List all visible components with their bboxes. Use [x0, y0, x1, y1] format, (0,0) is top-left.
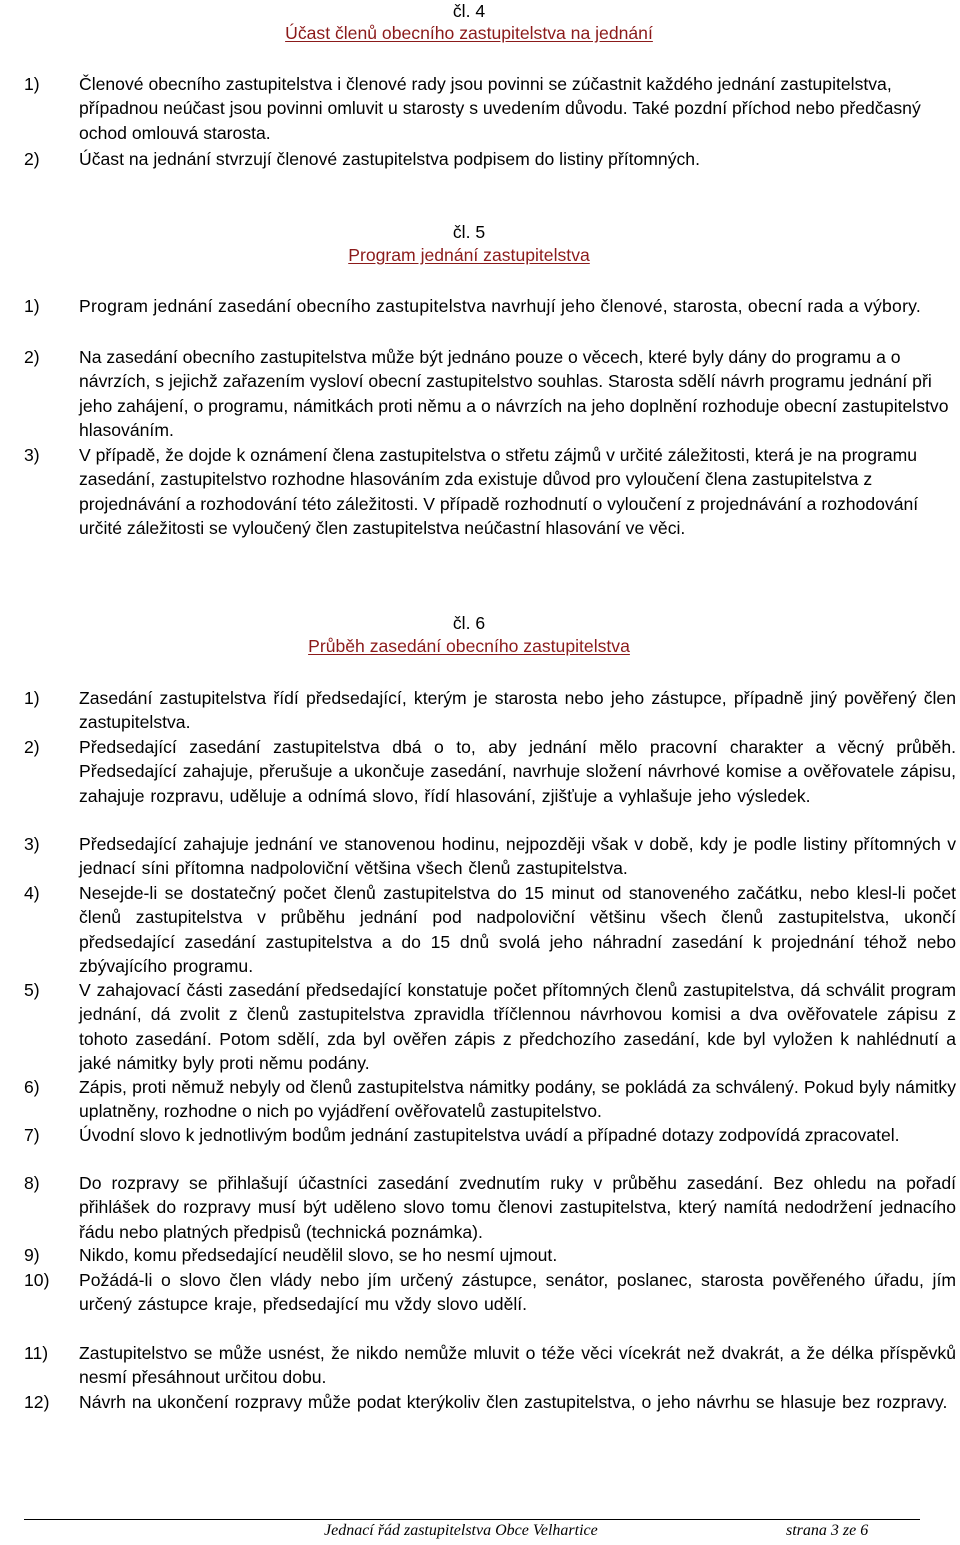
- item-number: 8): [24, 1173, 40, 1193]
- item-text: Nikdo, komu předsedající neudělil slovo, se ho nesmí ujmout.: [79, 1245, 558, 1265]
- item-number: 1): [24, 688, 40, 708]
- item-number: 5): [24, 980, 40, 1000]
- item-number: 11): [24, 1343, 49, 1363]
- article-5-item-1: [24, 294, 956, 318]
- item-number: 1): [24, 74, 40, 94]
- article-5-item-2: [24, 345, 956, 443]
- item-text: Členové obecního zastupitelstva i členové rady jsou povinni se zúčastnit každého jednání zastupitelstva, případnou neúčast jsou povinni omluvit u starosty s uvedením důvodu. Také pozdní příchod nebo předčasný ochod omlouvá starosta.: [79, 74, 921, 143]
- item-number: 1): [24, 296, 40, 316]
- article-5-item-3: [24, 443, 956, 541]
- item-text: Program jednání zasedání obecního zastupitelstva navrhují jeho členové, starosta, obecní rada a výbory.: [79, 296, 922, 316]
- article-5-number: čl. 5: [452, 222, 486, 242]
- item-text: Předsedající zasedání zastupitelstva dbá o to, aby jednání mělo pracovní charakter a věcný průběh. Předsedající zahajuje, přerušuje a ukončuje zasedání, navrhuje složení návrhové komise a ověřovatele zápisu, zahajuje rozpravu, uděluje a odnímá slovo, řídí hlasování, zjišťuje a vyhlašuje jeho výsledek.: [79, 737, 956, 806]
- article-6-number: čl. 6: [452, 613, 486, 633]
- article-4-number: čl. 4: [452, 1, 486, 21]
- item-number: 3): [24, 445, 40, 465]
- article-6-title: Průběh zasedání obecního zastupitelstva: [308, 636, 630, 656]
- article-4-item-1: [24, 72, 956, 145]
- article-6-item-1: [24, 686, 956, 735]
- article-6-item-9: [24, 1243, 956, 1267]
- item-number: 3): [24, 834, 40, 854]
- article-6-item-4: [24, 881, 956, 979]
- item-text: Návrh na ukončení rozpravy může podat kterýkoliv člen zastupitelstva, o jeho návrhu se hlasuje bez rozpravy.: [79, 1392, 948, 1412]
- article-6-item-3: [24, 832, 956, 881]
- item-number: 12): [24, 1392, 50, 1412]
- item-text: Požádá-li o slovo člen vlády nebo jím určený zástupce, senátor, poslanec, starosta pověřeného úřadu, jím určený zástupce kraje, předsedající mu vždy slovo udělí.: [79, 1270, 956, 1315]
- item-number: 6): [24, 1077, 40, 1097]
- item-text: Zasedání zastupitelstva řídí předsedající, kterým je starosta nebo jeho zástupce, případně jiný pověřený člen zastupitelstva.: [79, 688, 956, 733]
- item-number: 2): [24, 149, 40, 169]
- article-4-title: Účast členů obecního zastupitelstva na jednání: [285, 23, 653, 43]
- item-number: 2): [24, 347, 40, 367]
- item-text: Předsedající zahajuje jednání ve stanovenou hodinu, nejpozději však v době, kdy je podle listiny přítomných v jednací síni přítomna nadpoloviční většina všech členů zastupitelstva.: [79, 834, 956, 879]
- item-number: 9): [24, 1245, 40, 1265]
- article-6-item-10: [24, 1268, 956, 1317]
- item-number: 2): [24, 737, 40, 757]
- item-text: Zápis, proti němuž nebyly od členů zastupitelstva námitky podány, se pokládá za schválený. Pokud byly námitky uplatněny, rozhodne o nich po vyjádření ověřovatelů zastupitelstvo.: [79, 1077, 956, 1122]
- item-text: Zastupitelstvo se může usnést, že nikdo nemůže mluvit o téže věci vícekrát než dvakrát, a že délka příspěvků nesmí přesáhnout určitou dobu.: [79, 1343, 956, 1388]
- item-text: Nesejde-li se dostatečný počet členů zastupitelstva do 15 minut od stanoveného začátku, nebo klesl-li počet členů zastupitelstva v průběhu jednání pod nadpoloviční většinu všech členů zastupitelstva, ukončí předsedající zasedání zastupitelstva a do 15 dnů svolá jeho náhradní zasedání k projednání téhož nebo zbývajícího programu.: [79, 883, 956, 977]
- item-number: 10): [24, 1270, 50, 1290]
- item-text: Do rozpravy se přihlašují účastníci zasedání zvednutím ruky v průběhu zasedání. Bez ohledu na pořadí přihlášek do rozpravy musí být uděleno slovo tomu členovi zastupitelstva, který namítá nedodržení jednacího řádu nebo platných předpisů (technická poznámka).: [79, 1173, 956, 1242]
- article-6-item-8: [24, 1171, 956, 1244]
- article-6-item-6: [24, 1075, 956, 1124]
- article-6-item-2: [24, 735, 956, 808]
- footer-page-number: strana 3 ze 6: [786, 1522, 869, 1539]
- item-text: V případě, že dojde k oznámení člena zastupitelstva o střetu zájmů v určité záležitosti, která je na programu zasedání, zastupitelstvo rozhodne hlasováním zda existuje důvod pro vyloučení člena zastupitelstva z projednávání a rozhodování této záležitosti. V případě rozhodnutí o vyloučení z projednávání a rozhodování určité záležitosti se vyloučený člen zastupitelstva neúčastní hlasování ve věci.: [79, 445, 919, 539]
- article-5-title: Program jednání zastupitelstva: [348, 245, 590, 265]
- item-number: 7): [24, 1125, 40, 1145]
- footer-document-name: Jednací řád zastupitelstva Obce Velhartice: [324, 1522, 598, 1539]
- article-6-item-5: [24, 978, 956, 1076]
- item-text: V zahajovací části zasedání předsedající konstatuje počet přítomných členů zastupitelstva, dá schválit program jednání, dá zvolit z členů zastupitelstva zpravidla tříčlennou návrhovou komisi a dva ověřovatele zápisu z tohoto zasedání. Potom sdělí, zda byl ověřen zápis z předchozího zasedání, kde byl vyložen k nahlédnutí a jaké námitky byly proti němu podány.: [79, 980, 956, 1074]
- item-text: Na zasedání obecního zastupitelstva může být jednáno pouze o věcech, které byly dány do programu a o návrzích, s jejichž zařazením vysloví obecní zastupitelstvo souhlas. Starosta sdělí návrh programu jednání při jeho zahájení, o programu, námitkách proti němu a o návrzích na jeho doplnění rozhoduje obecní zastupitelstvo hlasováním.: [79, 347, 949, 441]
- item-text: Účast na jednání stvrzují členové zastupitelstva podpisem do listiny přítomných.: [79, 149, 700, 169]
- article-6-item-12: [24, 1390, 956, 1414]
- item-text: Úvodní slovo k jednotlivým bodům jednání zastupitelstva uvádí a případné dotazy zodpovídá zpracovatel.: [79, 1125, 900, 1145]
- article-6-item-7: [24, 1123, 956, 1147]
- item-number: 4): [24, 883, 40, 903]
- article-4-item-2: [24, 147, 956, 171]
- article-6-item-11: [24, 1341, 956, 1390]
- footer-divider: [24, 1519, 920, 1520]
